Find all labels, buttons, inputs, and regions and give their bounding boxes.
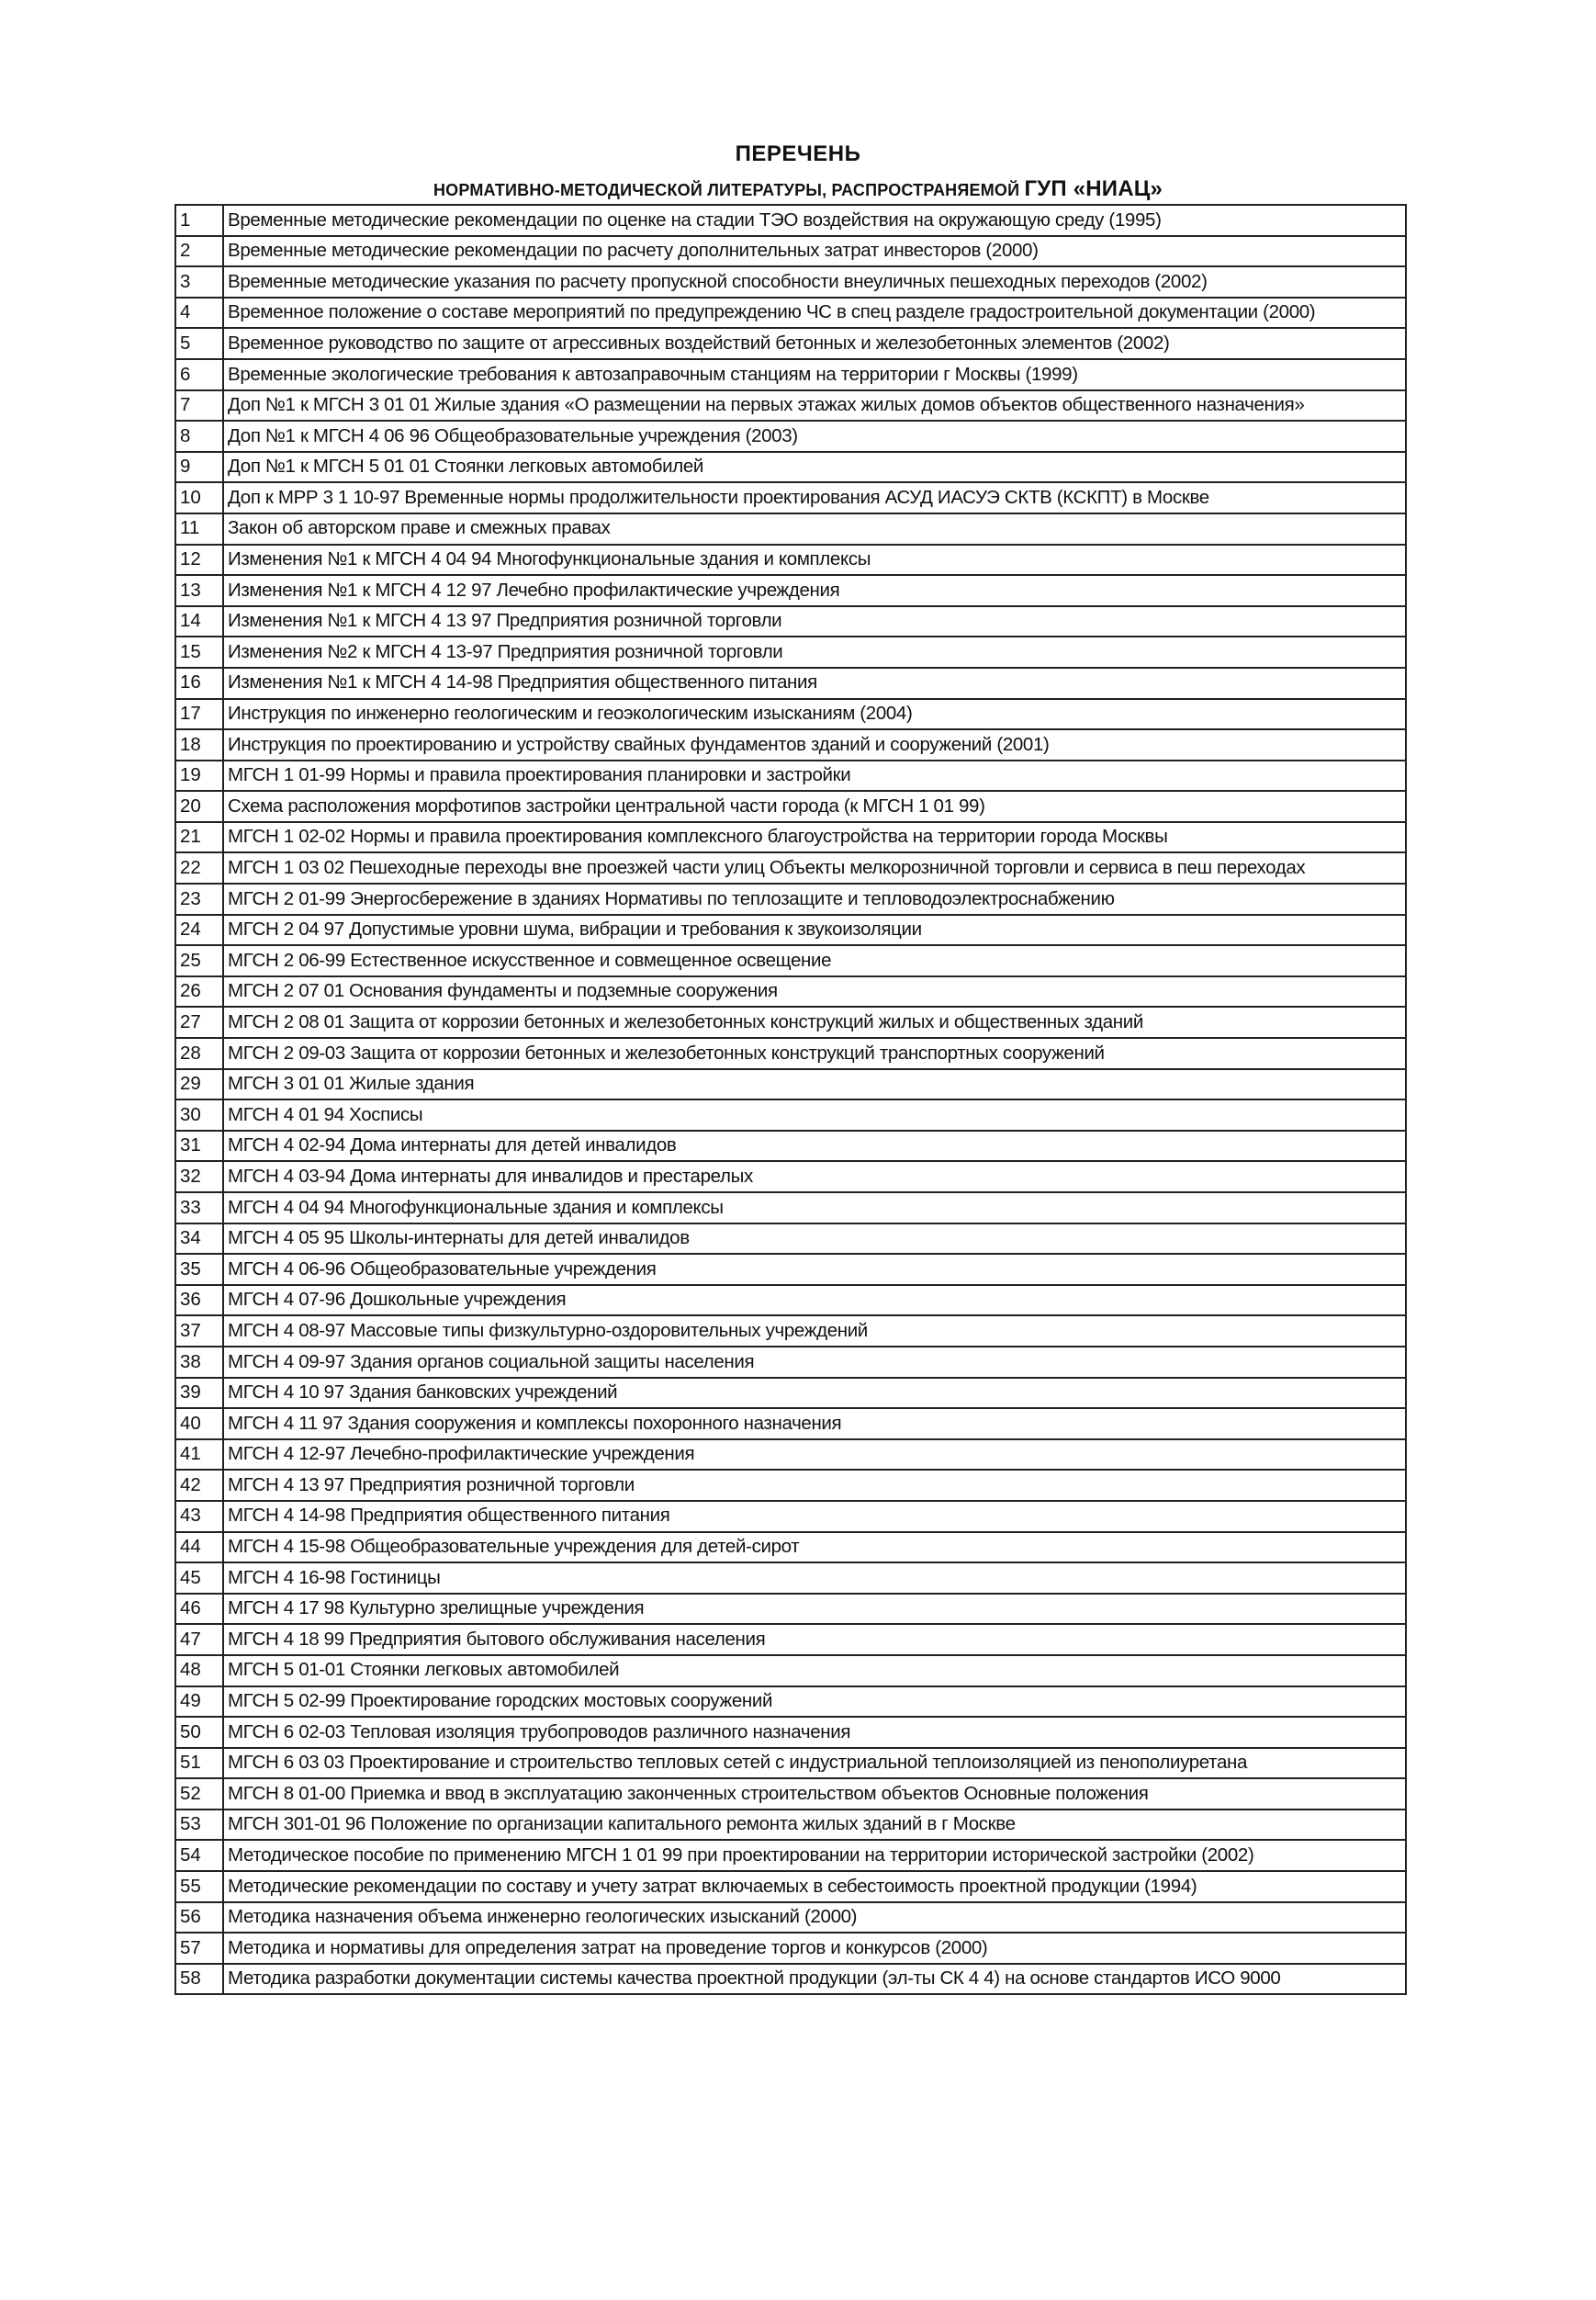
document-title: Временные методические рекомендации по оценке на стадии ТЭО воздействия на окружающую среду (1995) (223, 205, 1406, 236)
document-title: Изменения №1 к МГСН 4 04 94 Многофункциональные здания и комплексы (223, 545, 1406, 576)
document-title: МГСН 2 09-03 Защита от коррозии бетонных и железобетонных конструкций транспортных сооружений (223, 1038, 1406, 1069)
document-title: МГСН 4 08-97 Массовые типы физкультурно-оздоровительных учреждений (223, 1315, 1406, 1347)
row-number: 52 (175, 1778, 223, 1810)
table-row (175, 513, 1406, 545)
row-number: 30 (175, 1099, 223, 1131)
table-row (175, 976, 1406, 1008)
document-title: МГСН 4 04 94 Многофункциональные здания и комплексы (223, 1192, 1406, 1223)
row-number: 41 (175, 1439, 223, 1471)
table-row (175, 452, 1406, 483)
table-row (175, 1532, 1406, 1563)
table-row (175, 1778, 1406, 1810)
document-title: МГСН 4 13 97 Предприятия розничной торговли (223, 1470, 1406, 1501)
document-title: Методика назначения объема инженерно геологических изысканий (2000) (223, 1902, 1406, 1934)
row-number: 5 (175, 328, 223, 359)
document-title: Инструкция по проектированию и устройству свайных фундаментов зданий и сооружений (2001) (223, 729, 1406, 761)
row-number: 48 (175, 1655, 223, 1686)
document-title: МГСН 4 01 94 Хосписы (223, 1099, 1406, 1131)
table-row (175, 1902, 1406, 1934)
row-number: 35 (175, 1254, 223, 1285)
document-title: МГСН 4 03-94 Дома интернаты для инвалидов и престарелых (223, 1161, 1406, 1192)
row-number: 15 (175, 637, 223, 668)
row-number: 2 (175, 236, 223, 267)
table-row (175, 1717, 1406, 1748)
row-number: 4 (175, 298, 223, 329)
table-row (175, 205, 1406, 236)
document-title: Методические рекомендации по составу и учету затрат включаемых в себестоимость проектной продукции (1994) (223, 1871, 1406, 1902)
table-row (175, 1964, 1406, 1995)
row-number: 21 (175, 822, 223, 853)
row-number: 25 (175, 945, 223, 976)
row-number: 28 (175, 1038, 223, 1069)
row-number: 46 (175, 1594, 223, 1625)
row-number: 9 (175, 452, 223, 483)
document-title: МГСН 4 14-98 Предприятия общественного питания (223, 1501, 1406, 1532)
row-number: 24 (175, 915, 223, 946)
table-row (175, 606, 1406, 637)
document-title: Изменения №1 к МГСН 4 12 97 Лечебно профилактические учреждения (223, 575, 1406, 606)
row-number: 43 (175, 1501, 223, 1532)
table-row (175, 1840, 1406, 1871)
table-row (175, 1007, 1406, 1038)
document-title: Доп к МРР 3 1 10-97 Временные нормы продолжительности проектирования АСУД ИАСУЭ СКТВ (КСКПТ) в Москве (223, 482, 1406, 513)
table-row (175, 852, 1406, 884)
row-number: 23 (175, 884, 223, 915)
document-title: Доп №1 к МГСН 5 01 01 Стоянки легковых автомобилей (223, 452, 1406, 483)
document-title: МГСН 4 06-96 Общеобразовательные учреждения (223, 1254, 1406, 1285)
table-row (175, 1192, 1406, 1223)
document-title: Изменения №1 к МГСН 4 14-98 Предприятия общественного питания (223, 668, 1406, 699)
row-number: 53 (175, 1810, 223, 1841)
row-number: 16 (175, 668, 223, 699)
row-number: 14 (175, 606, 223, 637)
row-number: 44 (175, 1532, 223, 1563)
row-number: 42 (175, 1470, 223, 1501)
row-number: 33 (175, 1192, 223, 1223)
literature-table (174, 204, 1407, 1995)
row-number: 38 (175, 1347, 223, 1378)
document-title: Методика и нормативы для определения затрат на проведение торгов и конкурсов (2000) (223, 1933, 1406, 1964)
row-number: 49 (175, 1686, 223, 1718)
row-number: 39 (175, 1378, 223, 1409)
document-title: МГСН 6 03 03 Проектирование и строительство тепловых сетей с индустриальной теплоизоляцией из пенополиуретана (223, 1748, 1406, 1779)
table-row (175, 421, 1406, 452)
document-title: МГСН 4 17 98 Культурно зрелищные учреждения (223, 1594, 1406, 1625)
table-row (175, 1408, 1406, 1439)
table-row (175, 699, 1406, 730)
document-title: МГСН 5 01-01 Стоянки легковых автомобилей (223, 1655, 1406, 1686)
table-row (175, 545, 1406, 576)
document-title: МГСН 2 07 01 Основания фундаменты и подземные сооружения (223, 976, 1406, 1008)
row-number: 1 (175, 205, 223, 236)
table-row (175, 1285, 1406, 1316)
row-number: 55 (175, 1871, 223, 1902)
table-row (175, 1439, 1406, 1471)
row-number: 54 (175, 1840, 223, 1871)
row-number: 58 (175, 1964, 223, 1995)
table-row (175, 668, 1406, 699)
document-title: Временные методические указания по расчету пропускной способности внеуличных пешеходных переходов (2002) (223, 266, 1406, 298)
table-row (175, 1315, 1406, 1347)
row-number: 18 (175, 729, 223, 761)
document-title: МГСН 4 09-97 Здания органов социальной защиты населения (223, 1347, 1406, 1378)
table-row (175, 328, 1406, 359)
row-number: 11 (175, 513, 223, 545)
document-title: МГСН 3 01 01 Жилые здания (223, 1069, 1406, 1100)
table-row (175, 390, 1406, 422)
row-number: 3 (175, 266, 223, 298)
table-row (175, 1933, 1406, 1964)
table-row (175, 1562, 1406, 1594)
table-row (175, 945, 1406, 976)
document-title: МГСН 4 02-94 Дома интернаты для детей инвалидов (223, 1131, 1406, 1162)
table-row (175, 1378, 1406, 1409)
row-number: 32 (175, 1161, 223, 1192)
row-number: 6 (175, 359, 223, 390)
document-title: МГСН 6 02-03 Тепловая изоляция трубопроводов различного назначения (223, 1717, 1406, 1748)
document-title: МГСН 1 01-99 Нормы и правила проектирования планировки и застройки (223, 761, 1406, 792)
row-number: 17 (175, 699, 223, 730)
row-number: 37 (175, 1315, 223, 1347)
row-number: 36 (175, 1285, 223, 1316)
table-row (175, 1594, 1406, 1625)
document-title: Инструкция по инженерно геологическим и геоэкологическим изысканиям (2004) (223, 699, 1406, 730)
table-row (175, 1686, 1406, 1718)
document-title: Методическое пособие по применению МГСН 1 01 99 при проектировании на территории исторической застройки (2002) (223, 1840, 1406, 1871)
document-title: МГСН 4 07-96 Дошкольные учреждения (223, 1285, 1406, 1316)
document-title: МГСН 301-01 96 Положение по организации капитального ремонта жилых зданий в г Москве (223, 1810, 1406, 1841)
document-title: Временное положение о составе мероприятий по предупреждению ЧС в спец разделе градостроительной документации (2000) (223, 298, 1406, 329)
organization-name: ГУП «НИАЦ» (1024, 176, 1163, 201)
table-row (175, 1624, 1406, 1655)
document-title: Закон об авторском праве и смежных правах (223, 513, 1406, 545)
page-subtitle (0, 176, 1596, 202)
row-number: 57 (175, 1933, 223, 1964)
table-row (175, 1223, 1406, 1255)
row-number: 40 (175, 1408, 223, 1439)
table-row (175, 1501, 1406, 1532)
subtitle-text: НОРМАТИВНО-МЕТОДИЧЕСКОЙ ЛИТЕРАТУРЫ, РАСПРОСТРАНЯЕМОЙ (433, 181, 1020, 199)
table-row (175, 298, 1406, 329)
row-number: 34 (175, 1223, 223, 1255)
literature-table-body (175, 205, 1406, 1994)
table-row (175, 1347, 1406, 1378)
table-row (175, 1748, 1406, 1779)
table-row (175, 822, 1406, 853)
table-row (175, 1810, 1406, 1841)
table-row (175, 1069, 1406, 1100)
table-row (175, 915, 1406, 946)
table-row (175, 729, 1406, 761)
document-title: МГСН 2 06-99 Естественное искусственное и совмещенное освещение (223, 945, 1406, 976)
document-title: Доп №1 к МГСН 4 06 96 Общеобразовательные учреждения (2003) (223, 421, 1406, 452)
table-row (175, 761, 1406, 792)
table-row (175, 1655, 1406, 1686)
document-title: МГСН 4 05 95 Школы-интернаты для детей инвалидов (223, 1223, 1406, 1255)
row-number: 20 (175, 791, 223, 822)
table-row (175, 1131, 1406, 1162)
table-row (175, 637, 1406, 668)
document-title: МГСН 2 01-99 Энергосбережение в зданиях Нормативы по теплозащите и тепловодоэлектроснабжению (223, 884, 1406, 915)
document-title: МГСН 4 16-98 Гостиницы (223, 1562, 1406, 1594)
document-title: МГСН 4 11 97 Здания сооружения и комплексы похоронного назначения (223, 1408, 1406, 1439)
row-number: 51 (175, 1748, 223, 1779)
row-number: 22 (175, 852, 223, 884)
document-title: МГСН 4 18 99 Предприятия бытового обслуживания населения (223, 1624, 1406, 1655)
table-row (175, 1038, 1406, 1069)
row-number: 47 (175, 1624, 223, 1655)
row-number: 8 (175, 421, 223, 452)
document-title: МГСН 2 04 97 Допустимые уровни шума, вибрации и требования к звукоизоляции (223, 915, 1406, 946)
document-title: Временное руководство по защите от агрессивных воздействий бетонных и железобетонных элементов (2002) (223, 328, 1406, 359)
table-row (175, 1470, 1406, 1501)
document-title: Схема расположения морфотипов застройки центральной части города (к МГСН 1 01 99) (223, 791, 1406, 822)
table-row (175, 575, 1406, 606)
row-number: 7 (175, 390, 223, 422)
document-title: МГСН 8 01-00 Приемка и ввод в эксплуатацию законченных строительством объектов Основные положения (223, 1778, 1406, 1810)
document-title: Изменения №1 к МГСН 4 13 97 Предприятия розничной торговли (223, 606, 1406, 637)
document-title: МГСН 4 12-97 Лечебно-профилактические учреждения (223, 1439, 1406, 1471)
row-number: 29 (175, 1069, 223, 1100)
table-row (175, 482, 1406, 513)
table-row (175, 1254, 1406, 1285)
table-row (175, 266, 1406, 298)
row-number: 45 (175, 1562, 223, 1594)
page-title: ПЕРЕЧЕНЬ (735, 141, 861, 166)
table-row (175, 884, 1406, 915)
table-row (175, 1161, 1406, 1192)
row-number: 27 (175, 1007, 223, 1038)
row-number: 13 (175, 575, 223, 606)
document-title: МГСН 5 02-99 Проектирование городских мостовых сооружений (223, 1686, 1406, 1718)
row-number: 50 (175, 1717, 223, 1748)
document-title: МГСН 2 08 01 Защита от коррозии бетонных и железобетонных конструкций жилых и общественных зданий (223, 1007, 1406, 1038)
row-number: 12 (175, 545, 223, 576)
row-number: 56 (175, 1902, 223, 1934)
table-row (175, 359, 1406, 390)
row-number: 31 (175, 1131, 223, 1162)
table-row (175, 1871, 1406, 1902)
row-number: 10 (175, 482, 223, 513)
document-title: Доп №1 к МГСН 3 01 01 Жилые здания «О размещении на первых этажах жилых домов объектов общественного назначения» (223, 390, 1406, 422)
table-row (175, 791, 1406, 822)
table-row (175, 1099, 1406, 1131)
row-number: 19 (175, 761, 223, 792)
document-title: МГСН 4 10 97 Здания банковских учреждений (223, 1378, 1406, 1409)
document-title: Временные методические рекомендации по расчету дополнительных затрат инвесторов (2000) (223, 236, 1406, 267)
row-number: 26 (175, 976, 223, 1008)
document-title: МГСН 4 15-98 Общеобразовательные учреждения для детей-сирот (223, 1532, 1406, 1563)
table-row (175, 236, 1406, 267)
document-title: Временные экологические требования к автозаправочным станциям на территории г Москвы (1999) (223, 359, 1406, 390)
document-title: Методика разработки документации системы качества проектной продукции (эл-ты СК 4 4) на основе стандартов ИСО 9000 (223, 1964, 1406, 1995)
document-title: МГСН 1 02-02 Нормы и правила проектирования комплексного благоустройства на территории города Москвы (223, 822, 1406, 853)
document-title: Изменения №2 к МГСН 4 13-97 Предприятия розничной торговли (223, 637, 1406, 668)
document-title: МГСН 1 03 02 Пешеходные переходы вне проезжей части улиц Объекты мелкорозничной торговли и сервиса в пеш переходах (223, 852, 1406, 884)
